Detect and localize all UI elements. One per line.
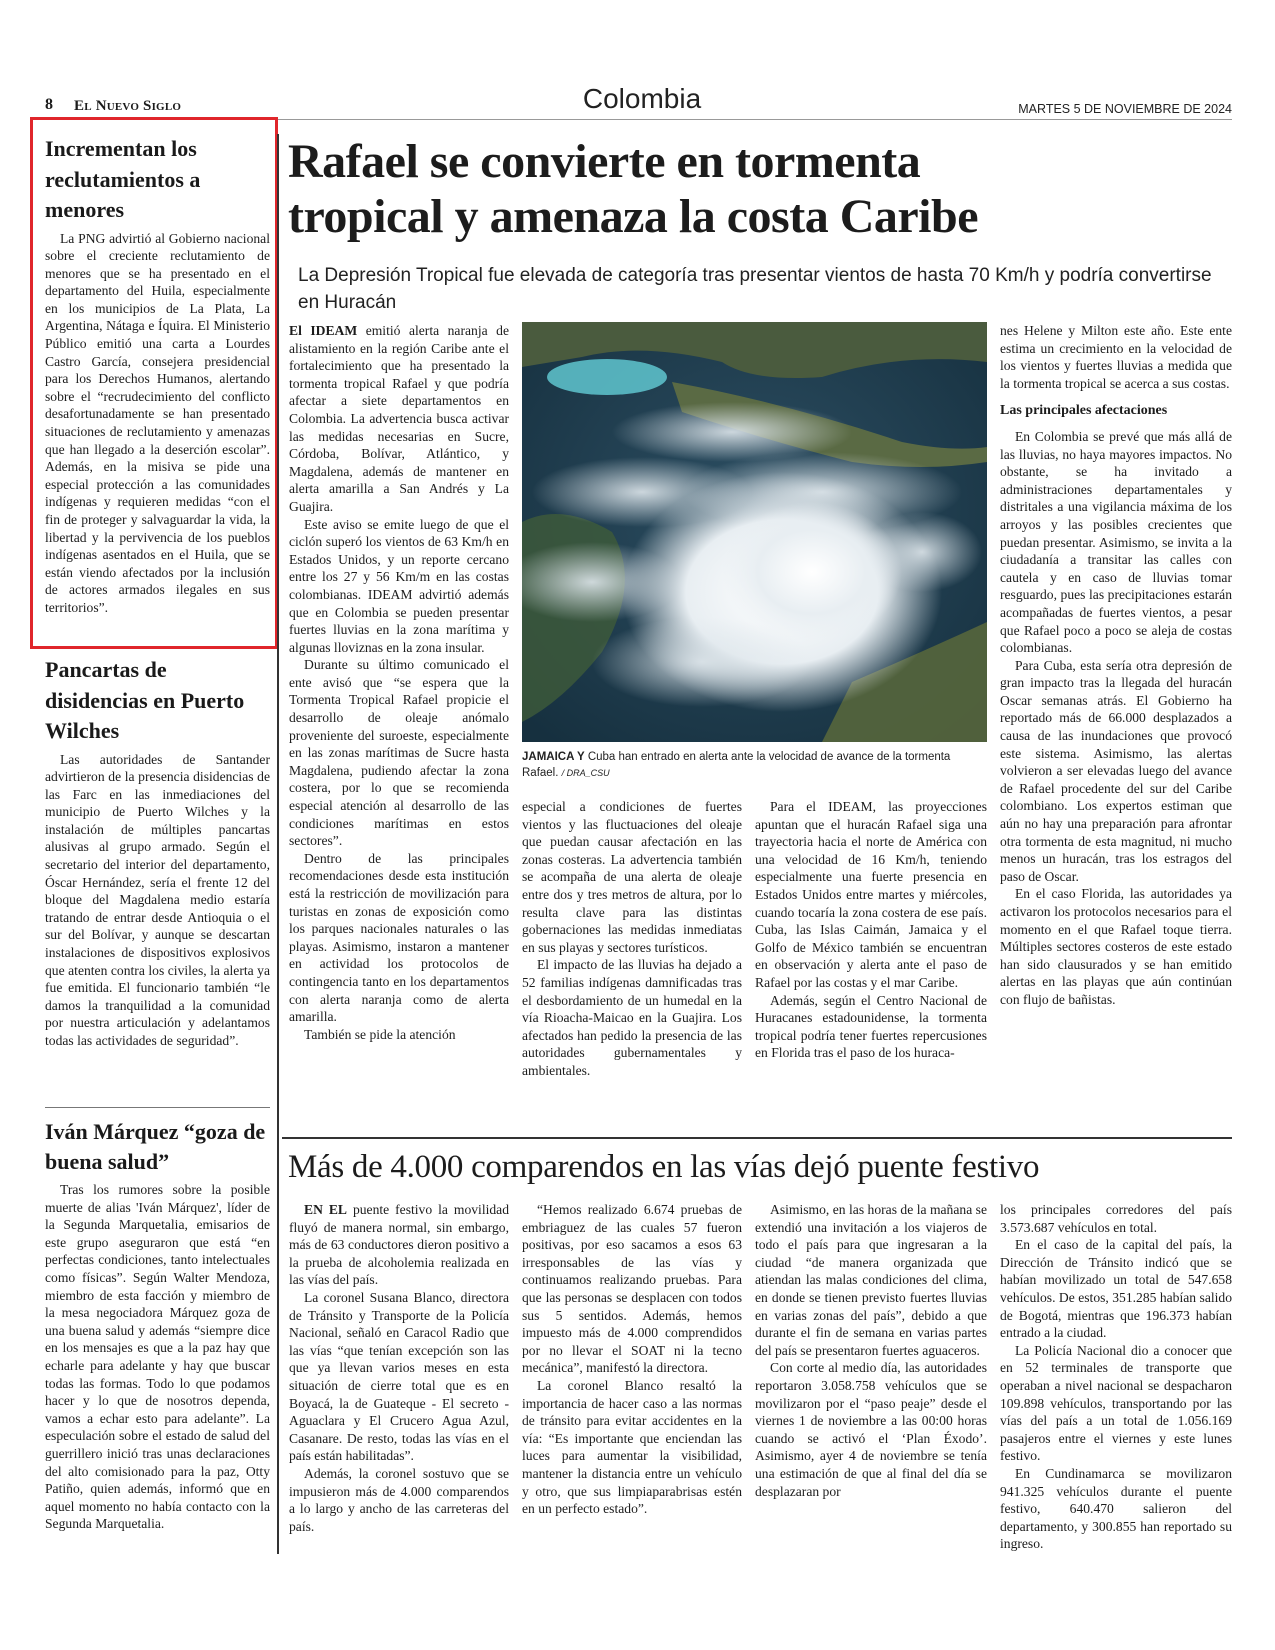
paragraph: nes Helene y Milton este año. Este ente estima un crecimiento en la velocidad de los vientos y fuertes lluvias a medida que la tormenta tropical se acerca a sus costas. (1000, 323, 1232, 391)
paragraph: La coronel Blanco resaltó la importancia de hacer caso a las normas de tránsito para evitar accidentes en la vía: “Es importante que enciendan las luces para aumentar la visibilidad, mantener la distancia entre un vehículo y otro, que sus limpiaparabrisas estén en un perfecto estado”. (522, 1377, 742, 1517)
story-paragraph: Las autoridades de Santander advirtieron de la presencia disidencias de las Farc en las inmediaciones del municipio de Puerto Wilches y la instalación de múltiples pancartas alusivas al grupo armado. Según el secretario del interior del departamento, Óscar Hernández, sería el frente 12 del bloque del Magdalena medio estaría tratando de entrar desde Antioquia o el sur del Bolívar, y aunque se descartan instalaciones de dispositivos explosivos que atenten contra los civiles, la alerta ya fue emitida. El funcionario también “le damos la tranquilidad a la comunidad por nuestra articulación y adelantamos todas las actividades de seguridad”. (45, 751, 270, 1048)
headline-line-1: Rafael se convierte en tormenta (288, 135, 921, 188)
satellite-photo (522, 322, 987, 742)
paragraph: El impacto de las lluvias ha dejado a 52 familias indígenas damnificadas tras el desbordamiento de un humedal en la vía Rioacha-Maicao en la Guajira. Los afectados han pedido la presencia de las autoridades gubernamentales y ambientales. (522, 957, 742, 1078)
paragraph: Con corte al medio día, las autoridades reportaron 3.058.758 vehículos que se movilizaron por el “paso peaje” desde el viernes 1 de noviembre a las 00:00 horas cuando se activó el ‘Plan Éxodo’. Asimismo, ayer 4 de noviembre se tenía una estimación de que al final del día se desplazaran por (755, 1360, 987, 1499)
page-header (0, 0, 1275, 122)
story-title: Incrementan los reclutamientos a menores (45, 136, 201, 222)
paragraph: Durante su último comunicado el ente avisó que “se espera que la Tormenta Tropical Rafael propicie el desarrollo de oleaje anómalo proveniente del suroeste, especialmente en las zonas marítimas de Sucre hasta Magdalena, pudiendo afectar la zona costera, por lo que se recomienda especial atención al desarrollo de las condiciones marítimas en estos sectores”. (289, 657, 509, 849)
photo-credit: / DRA_CSU (561, 768, 610, 778)
paragraph: Además, según el Centro Nacional de Huracanes estadounidense, la tormenta tropical podría tener fuertes repercusiones en Florida tras el paso de los huraca- (755, 992, 987, 1061)
paragraph: En Colombia se prevé que más allá de las lluvias, no haya mayores impactos. No obstante, se ha invitado a administraciones departamentales y distritales a una vigilancia máxima de los arroyos y las posibles crecientes que puedan presentar. Asimismo, se invita a la ciudadanía a transitar las calles con cautela y en caso de lluvias tomar resguardo, pues las precipitaciones estarán acompañadas de fuertes vientos, a pesar que Rafael poco a poco se aleja de costas colombianas. (1000, 428, 1232, 656)
paragraph: Para el IDEAM, las proyecciones apuntan que el huracán Rafael siga una trayectoria hacia el norte de América con una velocidad de 16 Km/h, teniendo especialmente una fuerte presencia en Estados Unidos entre martes y miércoles, cuando tocaría la zona costera de ese país. Cuba, las Islas Caimán, Jamaica y el Golfo de México también se encuentran en observación y alerta ante el paso de Rafael por las costas y el mar Caribe. (755, 799, 987, 990)
second-column-2 (522, 1201, 742, 1518)
photo-caption (522, 749, 987, 781)
second-headline: Más de 4.000 comparendos en las vías dejó puente festivo (288, 1149, 1040, 1185)
paragraph: “Hemos realizado 6.674 pruebas de embriaguez de las cuales 57 fueron positivas, por eso sacamos a esos 63 irresponsables de las vías y continuamos realizando pruebas. Para que las personas se desplacen con todos sus 5 sentidos. Además, hemos impuesto más de 4.000 comprendidos por no llevar el SOAT ni la tecno mecánica”, manifestó la directora. (522, 1202, 742, 1376)
issue-date: MARTES 5 DE NOVIEMBRE DE 2024 (1018, 102, 1232, 116)
main-column-1 (289, 322, 509, 1043)
story-divider (282, 1137, 1232, 1139)
caption-text: Cuba han entrado en alerta ante la velocidad de avance de la tormenta Rafael. (522, 751, 951, 779)
sidebar-divider (45, 1107, 270, 1108)
lead-in: El IDEAM (289, 323, 358, 338)
paragraph: En el caso de la capital del país, la Dirección de Tránsito indicó que se habían movilizado un total de 547.658 vehículos. De estos, 351.285 habían salido de Bogotá, mientras que 196.373 habían entrado a la ciudad. (1000, 1237, 1232, 1341)
paragraph: La Policía Nacional dio a conocer que en 52 terminales de transporte que operaban a nivel nacional se despacharon 109.898 vehículos, transportando por las vías del país a un total de 1.056.169 pasajeros entre el viernes y este lunes festivo. (1000, 1342, 1232, 1464)
caption-lead: JAMAICA Y (522, 751, 585, 763)
satellite-image (522, 322, 987, 742)
main-subhead: La Depresión Tropical fue elevada de categoría tras presentar vientos de hasta 70 Km/h y podría convertirse en Huracán (298, 265, 1212, 313)
story-body (45, 751, 270, 1050)
inline-subhead: Las principales afectaciones (1000, 403, 1168, 419)
story-paragraph: La PNG advirtió al Gobierno nacional sobre el creciente reclutamiento de menores que se ha presentado en el departamento del Huila, especialmente en los municipios de La Plata, La Argentina, Nátaga e Íquira. El Ministerio Público emitió una carta a Lourdes Castro García, consejera presidencial para los Derechos Humanos, alertando sobre el “recrudecimiento del conflicto desafortunadamente se han presentado situaciones de reclutamiento y amenazas que han llegado a la deserción escolar”. Además, en la misiva se pide una especial protección a las comunidades indígenas y requieren medidas “con el fin de proteger y salvaguardar la vida, la libertad y la pervivencia de los pueblos indígenas asentados en el Huila, que se están viendo afectados por la inclusión de actores armados ilegales en sus territorios”. (45, 230, 270, 615)
paragraph: Dentro de las principales recomendaciones desde esta institución está la restricción de movilización para turistas en zonas de exposición como los parques nacionales naturales o las playas. Asimismo, instaron a mantener en actividad los protocolos de contingencia tanto en los departamentos con alerta naranja como de alerta amarilla. (289, 850, 509, 1025)
section-title: Colombia (582, 83, 702, 114)
story-body (45, 1181, 270, 1533)
paragraph: Este aviso se emite luego de que el ciclón superó los vientos de 63 Km/h en Estados Unidos, y un reporte cercano entre los 27 y 56 Km/m en las costas colombianas. IDEAM advirtió además que en Colombia se pueden presentar fuertes lluvias en la zona marítima y algunas lloviznas en la zona insular. (289, 516, 509, 655)
paragraph: En el caso Florida, las autoridades ya activaron los protocolos necesarios para el momento en el que Rafael toque tierra. Múltiples sectores costeros de este estado han sido clausurados y se han emitido alertas en las playas que aún continúan con flujo de bañistas. (1000, 886, 1232, 1007)
lead-in: EN EL (304, 1202, 347, 1217)
paragraph: Además, la coronel sostuvo que se impusieron más de 4.000 comparendos a lo largo y ancho de las carreteras del país. (289, 1465, 509, 1534)
column-rule (277, 134, 279, 1554)
page-number: 8 (45, 96, 53, 113)
sidebar-story-banners (45, 655, 270, 1050)
story-paragraph: Tras los rumores sobre la posible muerte de alias 'Iván Márquez', líder de la Segunda Marquetalia, emisarios de este grupo aseguraron que está “en perfectas condiciones, tanto intelectuales como físicas”. Según Walter Mendoza, miembro de esta facción y miembro de la mesa negociadora Márquez goza de una buena salud y además “siempre dice en los mensajes es que a la paz hay que echarle para adelante y hay que buscar todas las formas. Todo lo que podamos hacer y lo que de nosotros dependa, vamos a echar esto para adelante”. La especulación sobre el estado de salud del guerrillero inició tras unas declaraciones del alto comisionado para la paz, Otty Patiño, quien además, informó que en aquel momento no había contacto con la Segunda Marquetalia. (45, 1182, 270, 1532)
paragraph: La coronel Susana Blanco, directora de Tránsito y Transporte de la Policía Nacional, señaló en Caracol Radio que las vías “que tenían excepción son las que ya llevan varios meses en esta situación de cierre total que es en Boyacá, la de Guateque - El secreto - Aguaclara y El Crucero Agua Azul, Casanare. De resto, todas las vías en el país están habilitadas”. (289, 1289, 509, 1464)
paragraph: En Cundinamarca se movilizaron 941.325 vehículos durante el puente festivo, 640.470 salieron del departamento, y 300.855 han reportado su ingreso. (1000, 1465, 1232, 1552)
paragraph: También se pide la atención (304, 1026, 456, 1042)
highlight-box (30, 117, 278, 649)
second-column-3 (755, 1201, 987, 1500)
main-column-2 (522, 798, 742, 1080)
paragraph: emitió alerta naranja de alistamiento en la región Caribe ante el fortalecimiento que ha presentado la tormenta tropical Rafael y que podría afectar a siete departamentos en Colombia. La advertencia busca activar las medidas necesarias en Sucre, Córdoba, Bolívar, Atlántico, y Magdalena, además de mantener en alerta amarilla a San Andrés y La Guajira. (289, 323, 509, 514)
paragraph: puente festivo la movilidad fluyó de manera normal, sin embargo, más de 63 conductores dieron positivo a la prueba de alcoholemia realizada en las vías del país. (289, 1202, 509, 1288)
paragraph: los principales corredores del país 3.573.687 vehículos en total. (1000, 1202, 1232, 1235)
paragraph: especial a condiciones de fuertes vientos y las fluctuaciones del oleaje que puedan causar afectación en las zonas costeras. La advertencia también se acompaña de una alerta de oleaje entre dos y tres metros de altura, por lo resulta clave para las distintas gobernaciones las medidas inmediatas en sus playas y sectores turísticos. (522, 799, 742, 955)
main-column-4 (1000, 322, 1232, 1009)
story-title: Pancartas de disidencias en Puerto Wilches (45, 657, 245, 743)
paragraph: Asimismo, en las horas de la mañana se extendió una invitación a los viajeros de todo el país para que ingresaran a la ciudad “de manera organizada que atiendan las malas condiciones del clima, en donde se tienen previsto fuertes lluvias en varias zonas del país”, debido a que durante el fin de semana en varias partes del país se presentaron fuertes aguaceros. (755, 1202, 987, 1358)
second-column-1 (289, 1201, 509, 1535)
paragraph: Para Cuba, esta sería otra depresión de gran impacto tras la llegada del huracán Oscar semanas atrás. El Gobierno ha reportado más de 66.000 desplazados a causa de las inundaciones que provocó este sistema. Asimismo, las alertas volvieron a ser elevadas luego del avance de Rafael procedente del sur del Caribe colombiano. Los expertos estiman que aún no hay una preparación para afrontar otra tormenta de esta magnitud, ni mucho menos un huracán, tras los estragos del paso de Oscar. (1000, 657, 1232, 884)
masthead-logo: El Nuevo Siglo (74, 98, 182, 114)
main-column-3 (755, 798, 987, 1062)
main-headline (288, 134, 1238, 244)
second-column-4 (1000, 1201, 1232, 1553)
sidebar-story-marquez (45, 1117, 270, 1533)
story-title: Iván Márquez “goza de buena salud” (45, 1119, 266, 1174)
headline-line-2: tropical y amenaza la costa Caribe (288, 190, 978, 243)
